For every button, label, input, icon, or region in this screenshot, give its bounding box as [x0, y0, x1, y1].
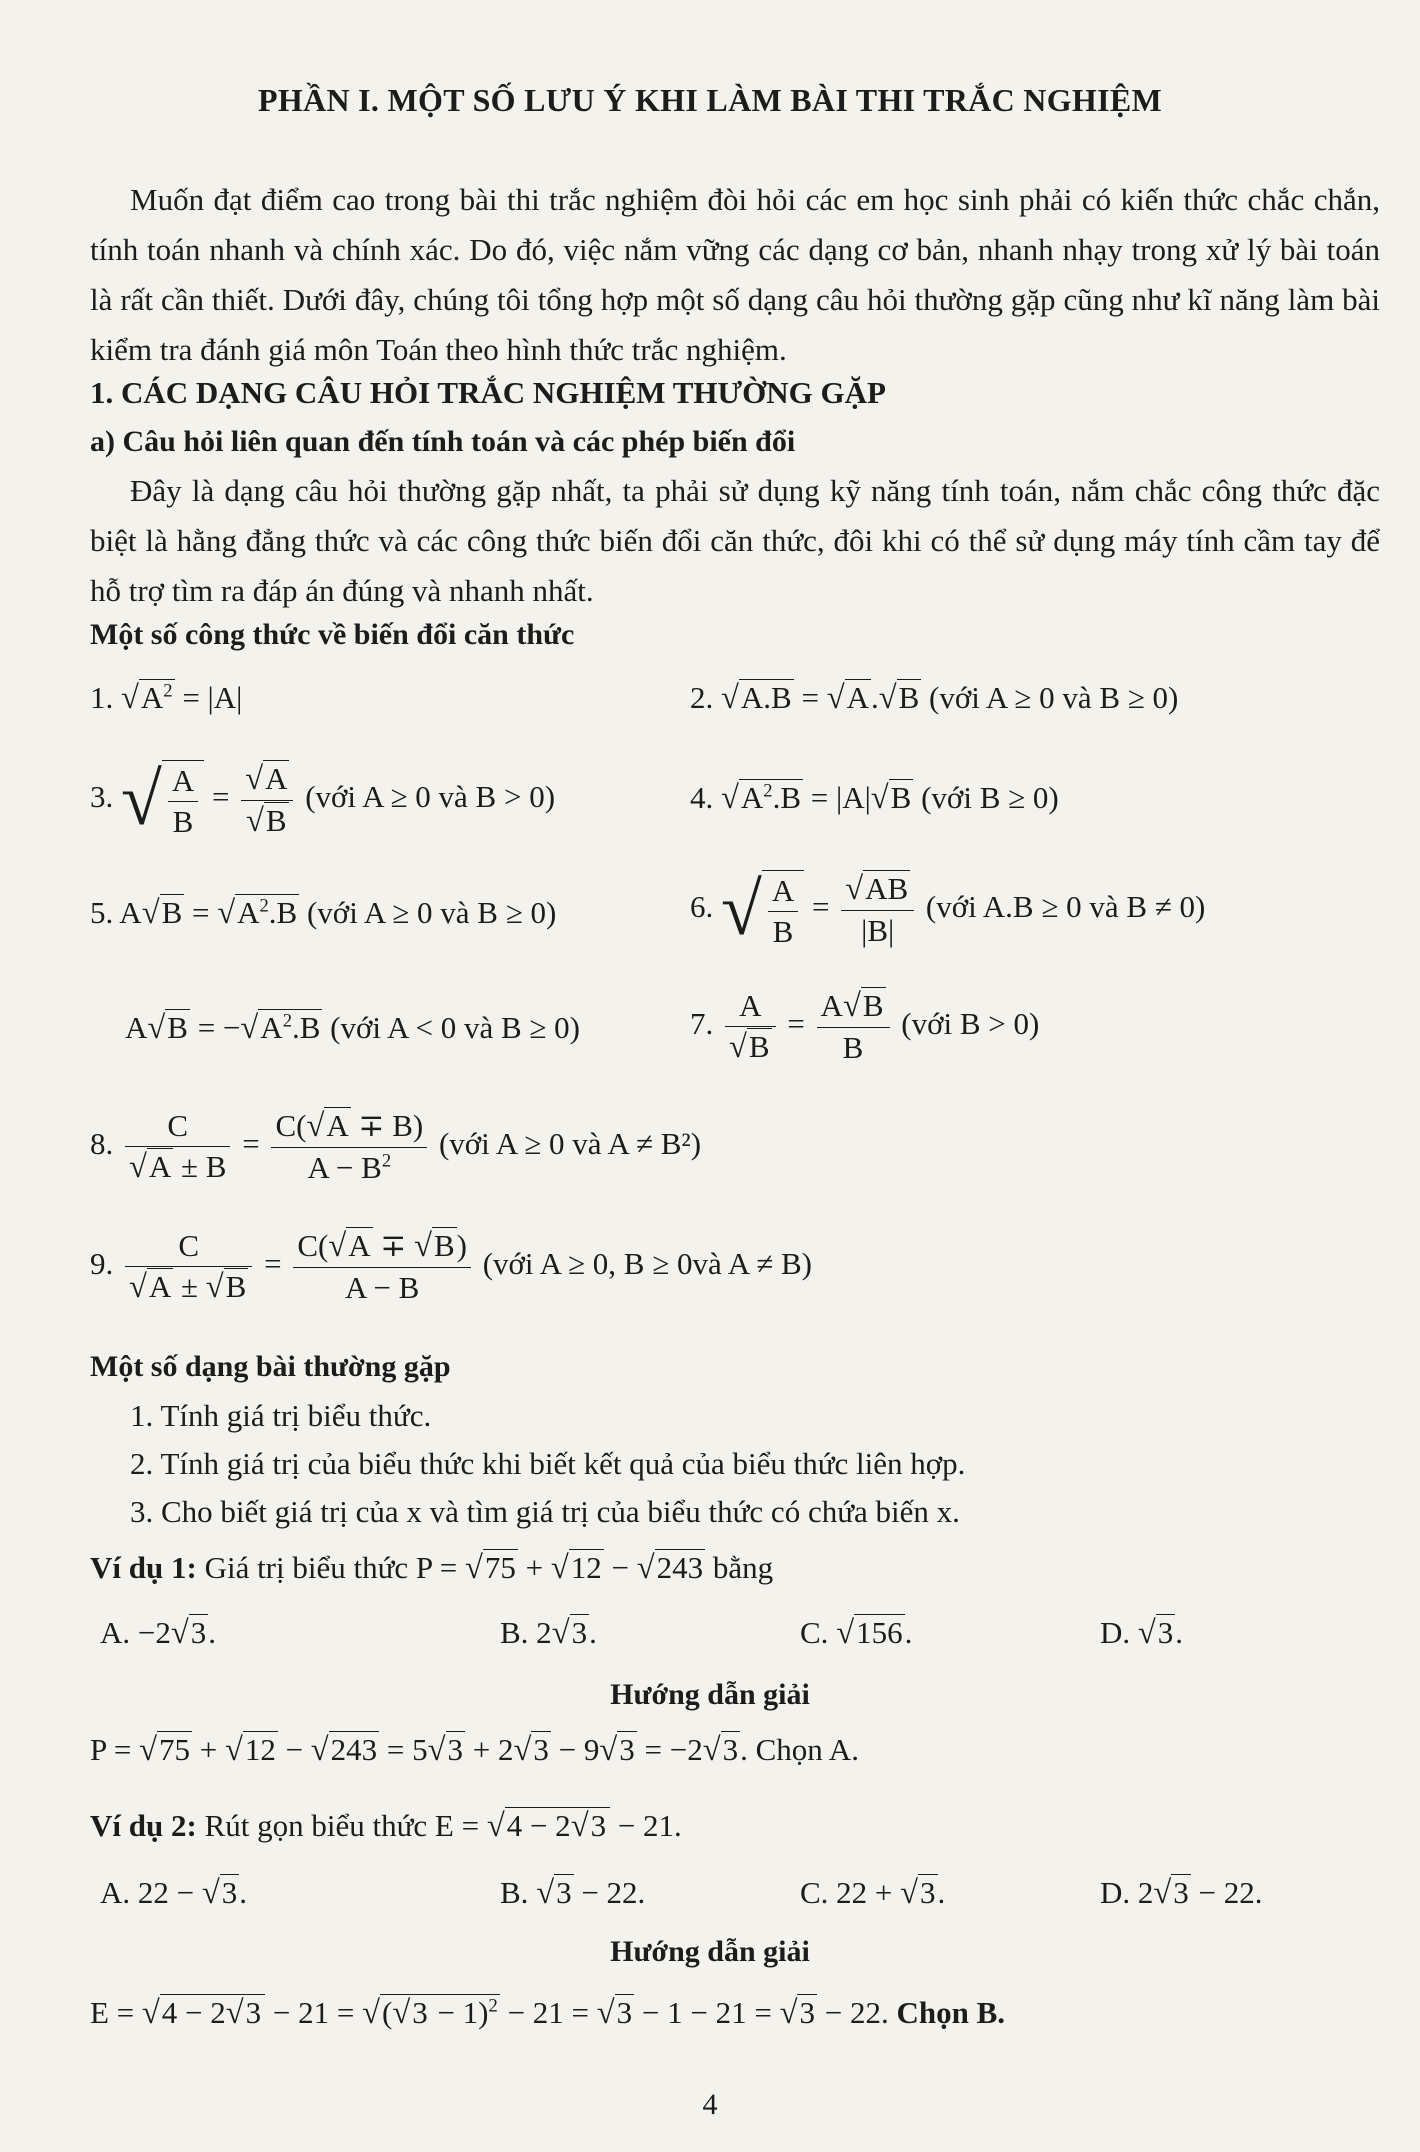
example-1-solution: P = √75 + √12 − √243 = 5√3 + 2√3 − 9√3 = −2√3. Chọn A.: [90, 1732, 859, 1768]
solution-heading-1: Hướng dẫn giải: [610, 1678, 810, 1711]
example-2-option-b: B. √3 − 22.: [500, 1875, 646, 1911]
example-2-option-d: D. 2√3 − 22.: [1100, 1875, 1263, 1911]
example-1-option-d: D. √3.: [1100, 1615, 1184, 1651]
type-item-2: 2. Tính giá trị của biểu thức khi biết kết quả của biểu thức liên hợp.: [130, 1446, 966, 1481]
formula-3: 3. √ $\frac{A}{B}$ = $\frac{√A}{√B}$ (với A ≥ 0 và B > 0): [90, 758, 556, 841]
formula-6: 6. √ $\frac{A}{B}$ = $\frac{√AB}{|B|}$ (với A.B ≥ 0 và B ≠ 0): [690, 868, 1206, 951]
section-heading-1: 1. CÁC DẠNG CÂU HỎI TRẮC NGHIỆM THƯỜNG GẶP: [90, 375, 886, 410]
example-1-option-b: B. 2√3.: [500, 1615, 597, 1651]
page-title: PHẦN I. MỘT SỐ LƯU Ý KHI LÀM BÀI THI TRẮC NGHIỆM: [258, 82, 1162, 118]
formulas-heading: Một số công thức về biến đổi căn thức: [90, 618, 575, 651]
type-item-3: 3. Cho biết giá trị của x và tìm giá trị của biểu thức có chứa biến x.: [130, 1494, 960, 1529]
example-1-option-a: A. −2√3.: [100, 1615, 216, 1651]
formula-5b: $A√B = -√A^2.B$ (với A < 0 và B ≥ 0): [125, 1010, 580, 1046]
page-number: 4: [702, 2088, 718, 2121]
example-2-solution: $E = √4 - 2√3 - 21 = √(√3 - 1)^2 - 21 = √3 - 1 - 21 = √3 - 22$. Chọn B.: [90, 1995, 1006, 2031]
example-2-option-a: A. 22 − √3.: [100, 1875, 247, 1911]
subsection-heading-a: a) Câu hỏi liên quan đến tính toán và các phép biến đổi: [90, 425, 796, 458]
formula-1: 1. $√A^2 = |A|$: [90, 680, 243, 716]
formula-5: 5. $A√B = √A^2.B$ (với A ≥ 0 và B ≥ 0): [90, 895, 557, 931]
solution-heading-2: Hướng dẫn giải: [610, 1935, 810, 1968]
type-item-1: 1. Tính giá trị biểu thức.: [130, 1398, 432, 1433]
formula-8: 8. $\frac{C}{√A \pm B}$ = $\frac{C(√A \mp B)}{A - B^2}$ (với A ≥ 0 và A ≠ B²): [90, 1108, 702, 1185]
formula-9: 9. $\frac{C}{√A \pm √B}$ = $\frac{C(√A \mp √B)}{A - B}$ (với A ≥ 0, B ≥ 0và A ≠ B): [90, 1228, 812, 1305]
subsection-a-paragraph: Đây là dạng câu hỏi thường gặp nhất, ta phải sử dụng kỹ năng tính toán, nắm chắc công thức đặc biệt là hằng đẳng thức và các công thức biến đổi căn thức, đôi khi có thể sử dụng máy tính cầm tay để hỗ trợ tìm ra đáp án đúng và nhanh nhất.: [90, 473, 1380, 608]
example-1-option-c: C. √156.: [800, 1615, 913, 1651]
example-2-question: Ví dụ 2: Rút gọn biểu thức E = √4 − 2√3 − 21.: [90, 1808, 682, 1844]
intro-paragraph: Muốn đạt điểm cao trong bài thi trắc nghiệm đòi hỏi các em học sinh phải có kiến thức chắc chắn, tính toán nhanh và chính xác. Do đó, việc nắm vững các dạng cơ bản, nhanh nhạy trong xử lý bài toán là rất cần thiết. Dưới đây, chúng tôi tổng hợp một số dạng câu hỏi thường gặp cũng như kĩ năng làm bài kiểm tra đánh giá môn Toán theo hình thức trắc nghiệm.: [90, 182, 1380, 367]
types-heading: Một số dạng bài thường gặp: [90, 1350, 451, 1383]
example-2-option-c: C. 22 + √3.: [800, 1875, 946, 1911]
example-1-question: Ví dụ 1: Giá trị biểu thức P = √75 + √12 − √243 bằng: [90, 1550, 774, 1586]
formula-7: 7. $\frac{A}{√B}$ = $\frac{A√B}{B}$ (với B > 0): [690, 988, 1040, 1065]
formula-4: 4. $√A^2.B = |A|√B$ (với B ≥ 0): [690, 780, 1059, 816]
formula-2: 2. √A.B = √A.√B (với A ≥ 0 và B ≥ 0): [690, 680, 1179, 716]
